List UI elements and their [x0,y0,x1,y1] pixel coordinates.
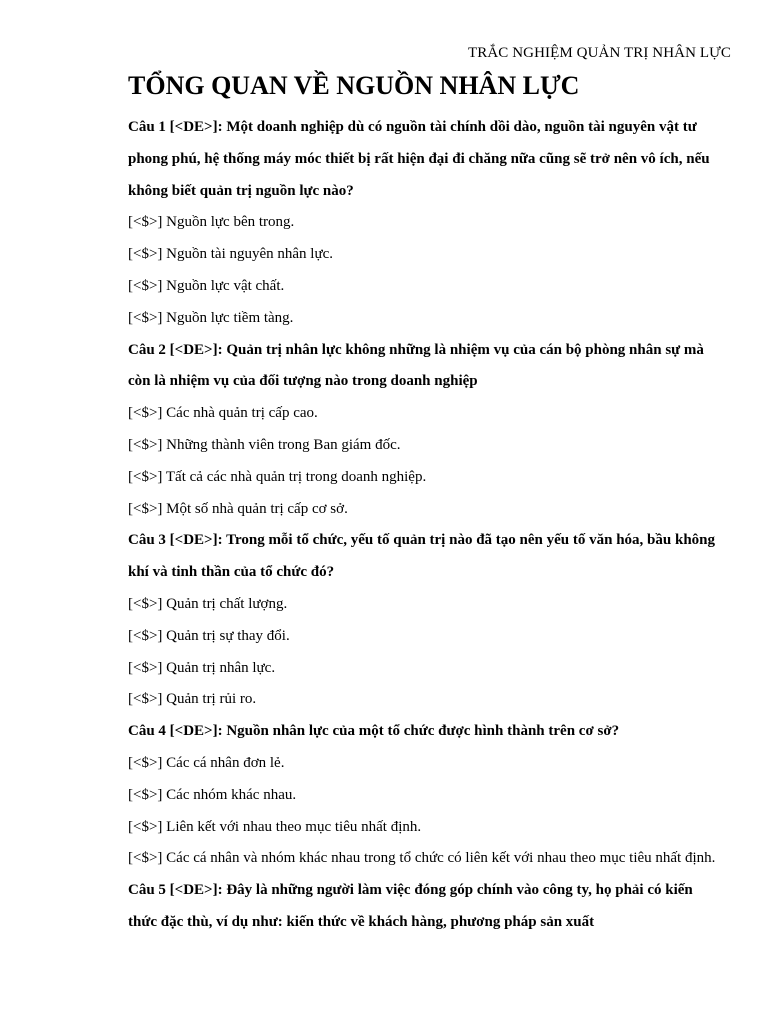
document-title: TỔNG QUAN VỀ NGUỒN NHÂN LỰC [128,71,580,100]
question-text: Câu 2 [<DE>]: Quản trị nhân lực không những là nhiệm vụ của cán bộ phòng nhân sự mà còn là nhiệm vụ của đối tượng nào trong doanh nghiệp [128,341,704,390]
answer-option: [<$>] Nguồn lực bên trong. [128,214,295,231]
question-3 [128,525,718,716]
question-text: Câu 4 [<DE>]: Nguồn nhân lực của một tổ chức được hình thành trên cơ sở? [128,723,620,740]
answer-option: [<$>] Một số nhà quản trị cấp cơ sở. [128,500,348,517]
answer-option: [<$>] Các nhóm khác nhau. [128,786,297,803]
question-text: Câu 1 [<DE>]: Một doanh nghiệp dù có nguồn tài chính dồi dào, nguồn tài nguyên vật tư phong phú, hệ thống máy móc thiết bị rất hiện đại đi chăng nữa cũng sẽ trở nên vô ích, nếu không biết quản trị nguồn lực nào? [128,119,710,199]
question-5 [128,875,718,939]
answer-option: [<$>] Các cá nhân đơn lẻ. [128,754,285,771]
answer-option: [<$>] Các nhà quản trị cấp cao. [128,405,318,422]
running-header: TRẮC NGHIỆM QUẢN TRỊ NHÂN LỰC [467,45,731,61]
answer-option: [<$>] Nguồn lực vật chất. [128,277,285,294]
answer-option: [<$>] Liên kết với nhau theo mục tiêu nhất định. [128,818,422,835]
question-text: Câu 3 [<DE>]: Trong mỗi tổ chức, yếu tố quản trị nào đã tạo nên yếu tố văn hóa, bầu không khí và tinh thần của tổ chức đó? [128,532,716,581]
answer-option: [<$>] Tất cả các nhà quản trị trong doanh nghiệp. [128,468,427,485]
answer-option: [<$>] Quản trị rủi ro. [128,691,257,708]
answer-option: [<$>] Các cá nhân và nhóm khác nhau trong tổ chức có liên kết với nhau theo mục tiêu nhất định. [128,850,716,867]
answer-option: [<$>] Quản trị chất lượng. [128,595,288,612]
answer-option: [<$>] Quản trị nhân lực. [128,659,276,676]
answer-option: [<$>] Những thành viên trong Ban giám đốc. [128,436,401,453]
question-2 [128,335,718,526]
answer-option: [<$>] Quản trị sự thay đổi. [128,627,290,644]
answer-option: [<$>] Nguồn tài nguyên nhân lực. [128,246,334,263]
question-text: Câu 5 [<DE>]: Đây là những người làm việc đóng góp chính vào công ty, họ phải có kiến thức đặc thù, ví dụ như: kiến thức về khách hàng, phương pháp sản xuất [128,882,693,930]
question-1 [128,112,718,335]
answer-option: [<$>] Nguồn lực tiềm tàng. [128,309,294,326]
question-4 [128,716,718,875]
question-list [128,112,718,939]
